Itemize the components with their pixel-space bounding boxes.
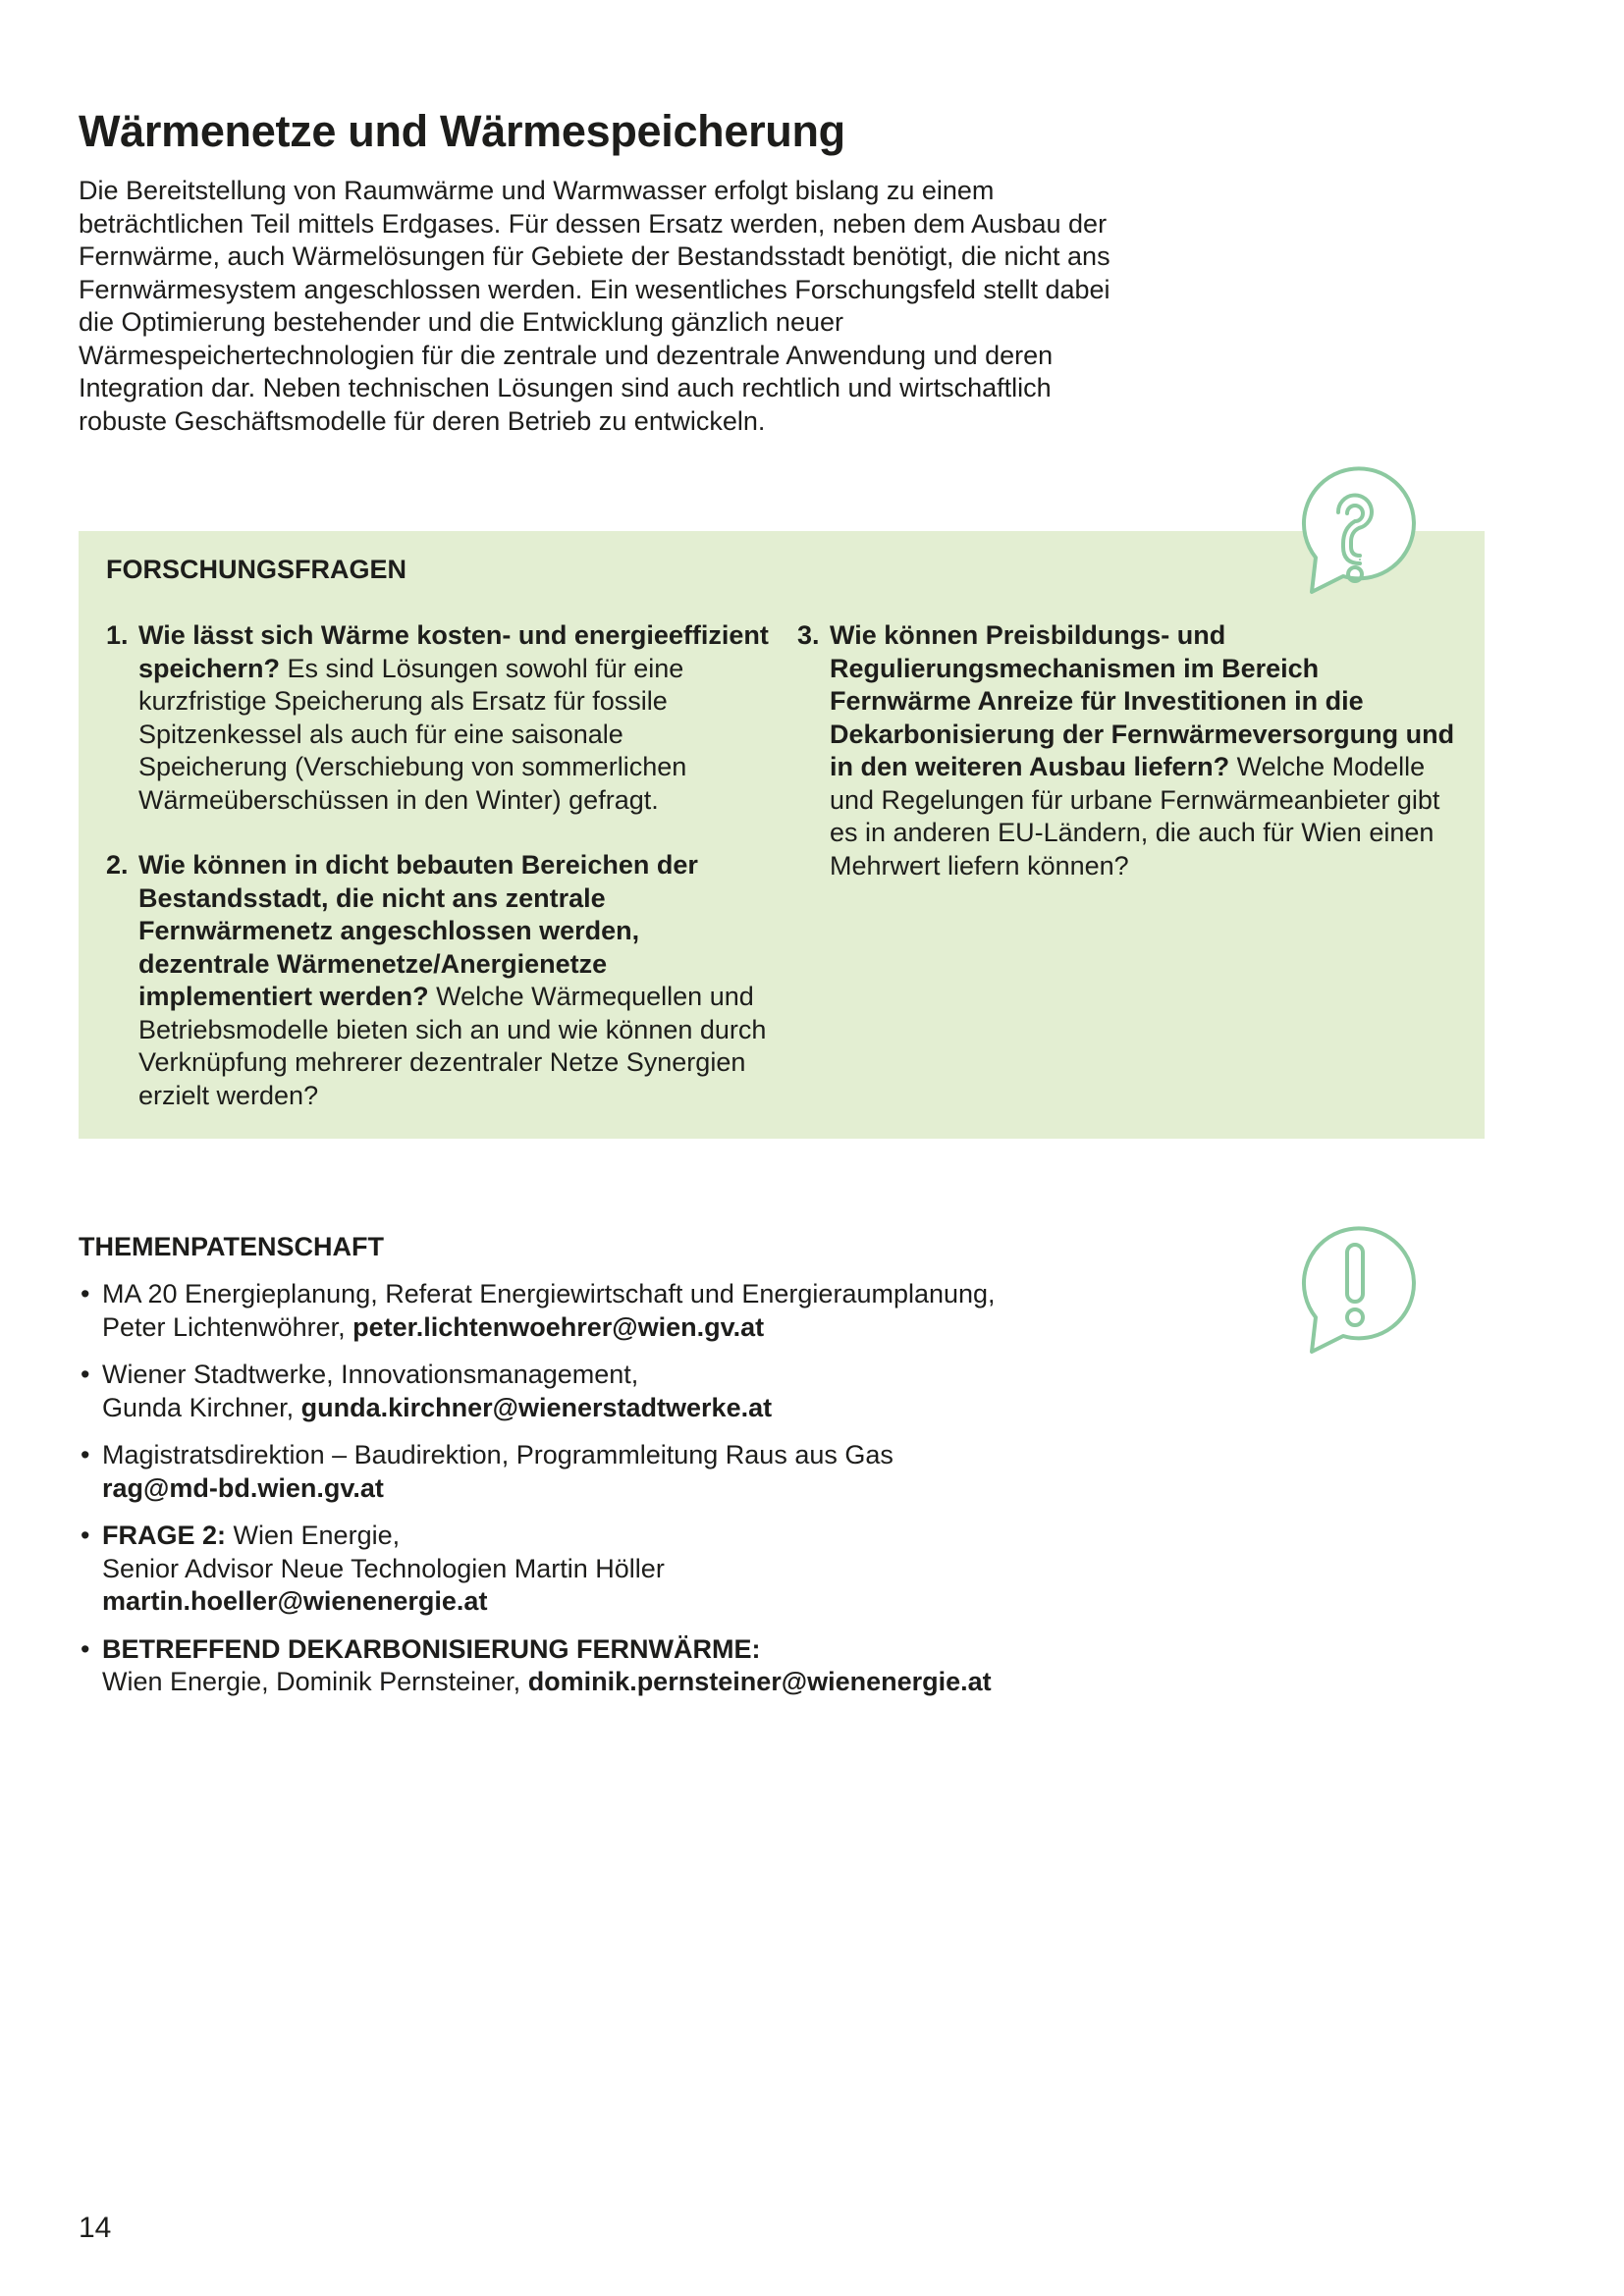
sponsor-entry bbox=[79, 1278, 1208, 1344]
bullet: • bbox=[81, 1521, 90, 1550]
question-body bbox=[138, 849, 774, 1112]
bullet: • bbox=[81, 1633, 90, 1664]
sponsor-lead: FRAGE 2: bbox=[102, 1521, 227, 1550]
sponsor-line-1 bbox=[102, 1439, 1208, 1472]
sponsor-org: MA 20 Energieplanung, Referat Energiewirtschaft und Energieraumplanung, bbox=[102, 1279, 996, 1308]
sponsor-line-2 bbox=[102, 1666, 1208, 1699]
sponsor-email[interactable]: gunda.kirchner@wienerstadtwerke.at bbox=[300, 1392, 773, 1422]
question-bold: Wie können in dicht bebauten Bereichen der Bestandsstadt, die nicht ans zentrale Fernwärmenetz angeschlossen werden, dezentrale Wärmenetze/Anergienetze implementiert werden? bbox=[138, 850, 698, 1011]
sponsor-contact: Wien Energie, Dominik Pernsteiner, bbox=[102, 1667, 528, 1696]
sponsor-entry bbox=[79, 1439, 1208, 1505]
question-bold: Wie können Preisbildungs- und Regulierungsmechanismen im Bereich Fernwärme Anreize für Investitionen in die Dekarbonisierung der Fernwärmeversorgung und in den weiteren Ausbau liefern? bbox=[830, 620, 1455, 781]
exclamation-bubble-icon bbox=[1292, 1223, 1418, 1362]
sponsor-line-3 bbox=[102, 1585, 1208, 1619]
sponsor-org: Wien Energie, bbox=[226, 1521, 401, 1550]
sponsor-line-2 bbox=[102, 1472, 1208, 1506]
sponsor-org: Wiener Stadtwerke, Innovationsmanagement, bbox=[102, 1360, 639, 1389]
question-item bbox=[106, 849, 774, 1112]
page-number: 14 bbox=[79, 2212, 112, 2244]
question-body bbox=[830, 619, 1465, 882]
bullet: • bbox=[81, 1440, 90, 1469]
question-text: Es sind Lösungen sowohl für eine kurzfristige Speicherung als Ersatz für fossile Spitzenkessel als auch für eine saisonale Speicherung (Verschiebung von sommerlichen Wärmeüberschüssen in den Winter) gefragt. bbox=[138, 653, 687, 815]
sponsor-org: Magistratsdirektion – Baudirektion, Programmleitung Raus aus Gas bbox=[102, 1440, 893, 1469]
page-title: Wärmenetze und Wärmespeicherung bbox=[79, 106, 845, 156]
question-text: Welche Wärmequellen und Betriebsmodelle bieten sich an und wie können durch Verknüpfung mehrerer dezentraler Netze Synergien erzielt werden? bbox=[138, 982, 767, 1110]
sponsor-line-2 bbox=[102, 1392, 1208, 1425]
sponsor-email[interactable]: martin.hoeller@wienenergie.at bbox=[102, 1586, 488, 1616]
sponsor-entry bbox=[79, 1520, 1208, 1619]
question-number: 2. bbox=[106, 850, 129, 880]
sponsor-line-2 bbox=[102, 1311, 1208, 1345]
sponsor-contact: Senior Advisor Neue Technologien Martin Höller bbox=[102, 1553, 665, 1583]
research-questions-box bbox=[79, 531, 1485, 1139]
question-item bbox=[797, 619, 1465, 882]
bullet: • bbox=[81, 1279, 90, 1308]
bullet: • bbox=[81, 1360, 90, 1389]
intro-paragraph: Die Bereitstellung von Raumwärme und Warmwasser erfolgt bislang zu einem beträchtlichen Teil mittels Erdgases. Für dessen Ersatz werden, neben dem Ausbau der Fernwärme, auch Wärmelösungen für Gebiete der Bestandsstadt benötigt, die nicht ans Fernwärmesystem angeschlossen werden. Ein wesentliches Forschungsfeld stellt dabei die Optimierung bestehender und die Entwicklung gänzlich neuer Wärmespeichertechnologien für die zentrale und dezentrale Anwendung und deren Integration dar. Neben technischen Lösungen sind auch rechtlich und wirtschaftlich robuste Geschäftsmodelle für deren Betrieb zu entwickeln. bbox=[79, 176, 1110, 436]
sponsor-line-1 bbox=[102, 1278, 1208, 1311]
sponsor-entry bbox=[79, 1633, 1208, 1699]
sponsorship-heading: THEMENPATENSCHAFT bbox=[79, 1232, 384, 1261]
sponsor-list bbox=[79, 1278, 1208, 1714]
research-heading: FORSCHUNGSFRAGEN bbox=[106, 555, 407, 584]
questions-right-column bbox=[797, 619, 1465, 915]
sponsor-contact: Peter Lichtenwöhrer, bbox=[102, 1311, 353, 1342]
question-text: Welche Modelle und Regelungen für urbane Fernwärmeanbieter gibt es in anderen EU-Ländern, die auch für Wien einen Mehrwert liefern können? bbox=[830, 752, 1440, 881]
question-bubble-icon bbox=[1292, 463, 1418, 603]
sponsor-line-1 bbox=[102, 1359, 1208, 1392]
sponsor-line-1 bbox=[102, 1520, 1208, 1553]
question-bold: Wie lässt sich Wärme kosten- und energieeffizient speichern? bbox=[138, 620, 769, 683]
sponsor-email[interactable]: dominik.pernsteiner@wienenergie.at bbox=[527, 1667, 992, 1696]
sponsor-email[interactable]: peter.lichtenwoehrer@wien.gv.at bbox=[352, 1311, 765, 1342]
sponsor-line-1 bbox=[102, 1633, 1208, 1667]
question-body bbox=[138, 619, 774, 817]
sponsor-entry bbox=[79, 1359, 1208, 1424]
sponsor-line-2 bbox=[102, 1553, 1208, 1586]
question-item bbox=[106, 619, 774, 817]
question-number: 3. bbox=[797, 620, 820, 650]
sponsor-contact: Gunda Kirchner, bbox=[102, 1392, 301, 1422]
question-number: 1. bbox=[106, 620, 129, 650]
sponsor-lead: BETREFFEND DEKARBONISIERUNG FERNWÄRME: bbox=[102, 1633, 761, 1664]
questions-left-column bbox=[106, 619, 774, 1145]
sponsor-email[interactable]: rag@md-bd.wien.gv.at bbox=[102, 1472, 384, 1503]
